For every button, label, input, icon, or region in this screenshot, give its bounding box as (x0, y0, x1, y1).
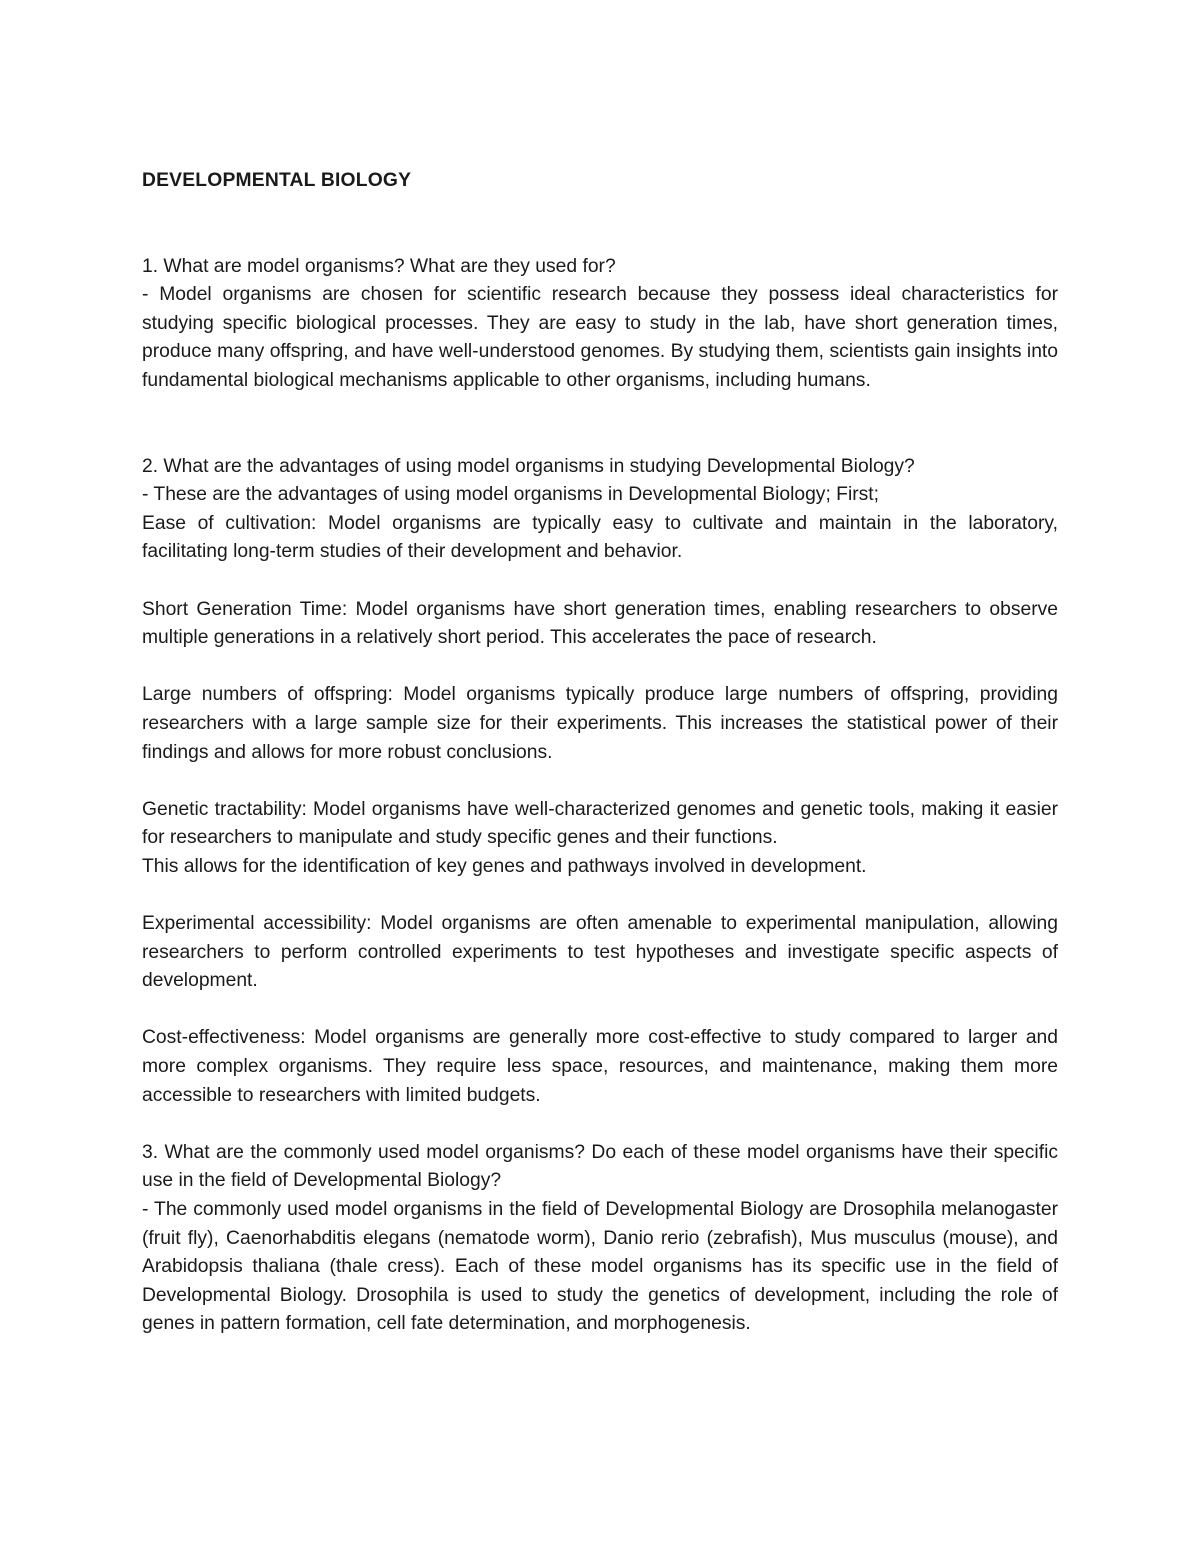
answer-2-intro: - These are the advantages of using model organisms in Developmental Biology; First; (142, 484, 879, 506)
document-title: DEVELOPMENTAL BIOLOGY (142, 170, 412, 191)
question-3: 3. What are the commonly used model organisms? Do each of these model organisms have their specific use in the field of Developmental Biology? (142, 1141, 1058, 1192)
advantage-genetic-tractability-continued: This allows for the identification of key genes and pathways involved in development. (142, 855, 867, 877)
advantage-experimental-accessibility: Experimental accessibility: Model organisms are often amenable to experimental manipulation, allowing researchers to perform controlled experiments to test hypotheses and investigate specific aspects of development. (142, 913, 1058, 992)
question-2: 2. What are the advantages of using model organisms in studying Developmental Biology? (142, 455, 915, 477)
spacer (142, 881, 1058, 910)
spacer (142, 653, 1058, 682)
spacer (142, 1110, 1058, 1139)
advantage-cost-effectiveness: Cost-effectiveness: Model organisms are generally more cost-effective to study compared to larger and more complex organisms. They require less space, resources, and maintenance, making them more accessible to researchers with limited budgets. (142, 1027, 1058, 1106)
advantage-short-generation-time: Short Generation Time: Model organisms have short generation times, enabling researchers to observe multiple generations in a relatively short period. This accelerates the pace of research. (142, 598, 1058, 649)
spacer (142, 767, 1058, 796)
spacer (142, 396, 1058, 453)
advantage-ease-of-cultivation: Ease of cultivation: Model organisms are typically easy to cultivate and maintain in the laboratory, facilitating long-term studies of their development and behavior. (142, 512, 1058, 563)
answer-3: - The commonly used model organisms in the field of Developmental Biology are Drosophila melanogaster (fruit fly), Caenorhabditis elegans (nematode worm), Danio rerio (zebrafish), Mus musculus (mouse), and Arabidopsis thaliana (thale cress). Each of these model organisms has its specific use in the field of Developmental Biology. Drosophila is used to study the genetics of development, including the role of genes in pattern formation, cell fate determination, and morphogenesis. (142, 1199, 1058, 1335)
advantage-genetic-tractability: Genetic tractability: Model organisms have well-characterized genomes and genetic tools, making it easier for researchers to manipulate and study specific genes and their functions. (142, 798, 1058, 849)
document-page (142, 167, 1058, 1339)
spacer (142, 567, 1058, 596)
question-1: 1. What are model organisms? What are they used for? (142, 255, 616, 277)
advantage-large-numbers-of-offspring: Large numbers of offspring: Model organisms typically produce large numbers of offspring, providing researchers with a large sample size for their experiments. This increases the statistical power of their findings and allows for more robust conclusions. (142, 684, 1058, 763)
spacer (142, 996, 1058, 1025)
answer-1: - Model organisms are chosen for scientific research because they possess ideal characteristics for studying specific biological processes. They are easy to study in the lab, have short generation times, produce many offspring, and have well-understood genomes. By studying them, scientists gain insights into fundamental biological mechanisms applicable to other organisms, including humans. (142, 284, 1058, 391)
